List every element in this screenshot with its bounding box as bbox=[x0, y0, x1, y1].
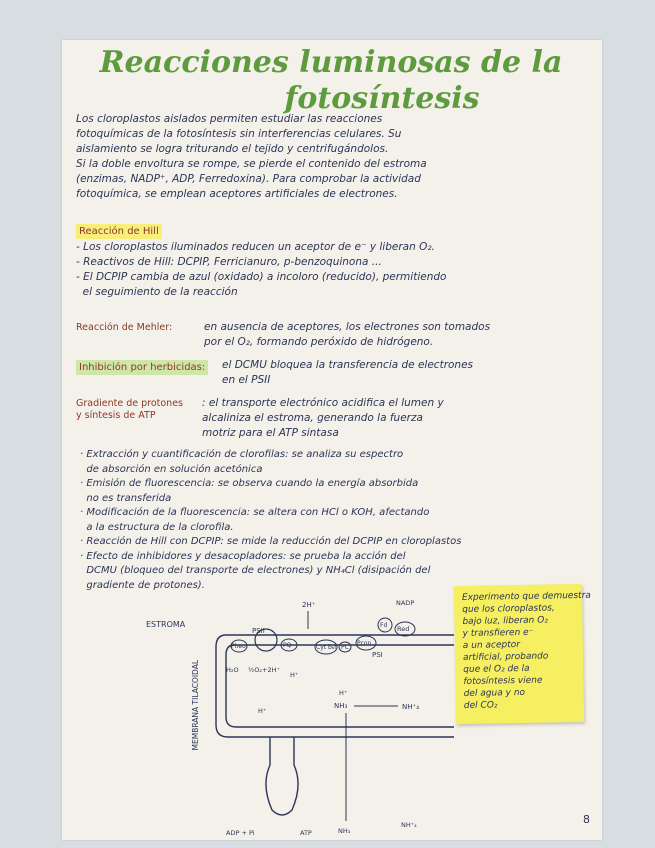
psi-label: PSI bbox=[372, 651, 383, 659]
herbicidas-body: el DCMU bloquea la transferencia de electrones en el PSII bbox=[222, 359, 474, 386]
psii-label: PSII bbox=[252, 627, 265, 635]
thylakoid-diagram bbox=[76, 585, 456, 840]
nadp-label: NADP bbox=[396, 599, 415, 607]
nh4-low-label: NH⁺₄ bbox=[401, 821, 417, 829]
page-title-line1: Reacciones luminosas de la bbox=[99, 45, 563, 80]
cyt-label: Cyt b₆f bbox=[316, 644, 337, 651]
page-title-line2: fotosíntesis bbox=[284, 81, 480, 116]
fd-label: Fd bbox=[380, 622, 388, 629]
red-label: Red bbox=[397, 625, 410, 633]
hill-heading: Reacción de Hill bbox=[76, 224, 162, 239]
nh4-label: NH⁺₄ bbox=[402, 703, 420, 711]
mehler-body: en ausencia de aceptores, los electrones son tomados por el O₂, formando peróxido de hidrógeno. bbox=[204, 321, 491, 348]
mehler-label: Reacción de Mehler: bbox=[76, 322, 173, 333]
hill-body: - Los cloroplastos iluminados reducen un aceptor de e⁻ y liberan O₂. - Reactivos de Hill: DCPIP, Ferricianuro, p-benzoquinona ... - El DCPIP cambia de azul (oxidado) a incoloro (reducido), permitiendo el seguimiento de la reacción bbox=[76, 241, 447, 298]
thylakoid-membrane bbox=[216, 635, 454, 815]
sticky-note bbox=[454, 584, 591, 724]
herbicidas-label: Inhibición por herbicidas: bbox=[76, 360, 208, 375]
estroma-label: ESTROMA bbox=[146, 620, 186, 629]
two-h-label: 2H⁺ bbox=[302, 601, 316, 609]
nh3-low-label: NH₃ bbox=[338, 827, 351, 835]
h-plus-label-2: H⁺ bbox=[339, 689, 348, 697]
gradiente-label: Gradiente de protones y síntesis de ATP bbox=[76, 398, 184, 421]
pq-label: PQ bbox=[283, 642, 292, 649]
nh3-label: NH₃ bbox=[334, 702, 348, 710]
h2o-label: H₂O bbox=[226, 666, 239, 674]
page-number: 8 bbox=[583, 813, 590, 826]
h-plus-label-3: H⁺ bbox=[258, 707, 267, 715]
pcon-label: Pcon bbox=[357, 640, 372, 647]
pheo-label: Pheo bbox=[231, 643, 246, 650]
intro-paragraph: Los cloroplastos aislados permiten estudiar las reacciones fotoquímicas de la fotosíntesis sin interferencias celulares. Su aislamiento se logra triturando el tejido y centrifugándolos. Si la doble envoltura se rompe, se pierde el contenido del estroma (enzimas, NADP⁺, ADP, Ferredoxina). Para comprobar la actividad fotoquímica, se emplean aceptores artificiales de electrones. bbox=[76, 113, 427, 200]
notebook-page bbox=[62, 40, 602, 840]
gradiente-body: : el transporte electrónico acidifica el lumen y alcaliniza el estroma, generando la fuerza motriz para el ATP sintasa bbox=[202, 397, 444, 439]
membrana-label: MEMBRANA TILACOIDAL bbox=[191, 660, 200, 751]
adp-label: ADP + Pi bbox=[226, 829, 255, 837]
sticky-note-text: Experimento que demuestra que los cloroplastos, bajo luz, liberan O₂ y transfieren e⁻ a un aceptor artificial, probando que el O₂ de la fotosíntesis viene del agua y no del CO₂ bbox=[461, 590, 591, 711]
atp-label: ATP bbox=[300, 829, 312, 837]
o2-label: ½O₂+2H⁺ bbox=[248, 666, 280, 674]
experiments-list: · Extracción y cuantificación de clorofilas: se analiza su espectro de absorción en solución acetónica · Emisión de fluorescencia: se observa cuando la energía absorbida no es transferida · Modificación de la fluorescencia: se altera con HCl o KOH, afectando a la estructura de la clorofila. · Reacción de Hill con DCPIP: se mide la reducción del DCPIP en cloroplastos · Efecto de inhibidores y desacopladores: se prueba la acción del DCMU (bloqueo del transporte de electrones) y NH₄Cl (disipación del gradiente de protones). bbox=[80, 449, 462, 591]
h-plus-label-1: H⁺ bbox=[290, 671, 299, 679]
pc-label: PC bbox=[341, 644, 349, 651]
